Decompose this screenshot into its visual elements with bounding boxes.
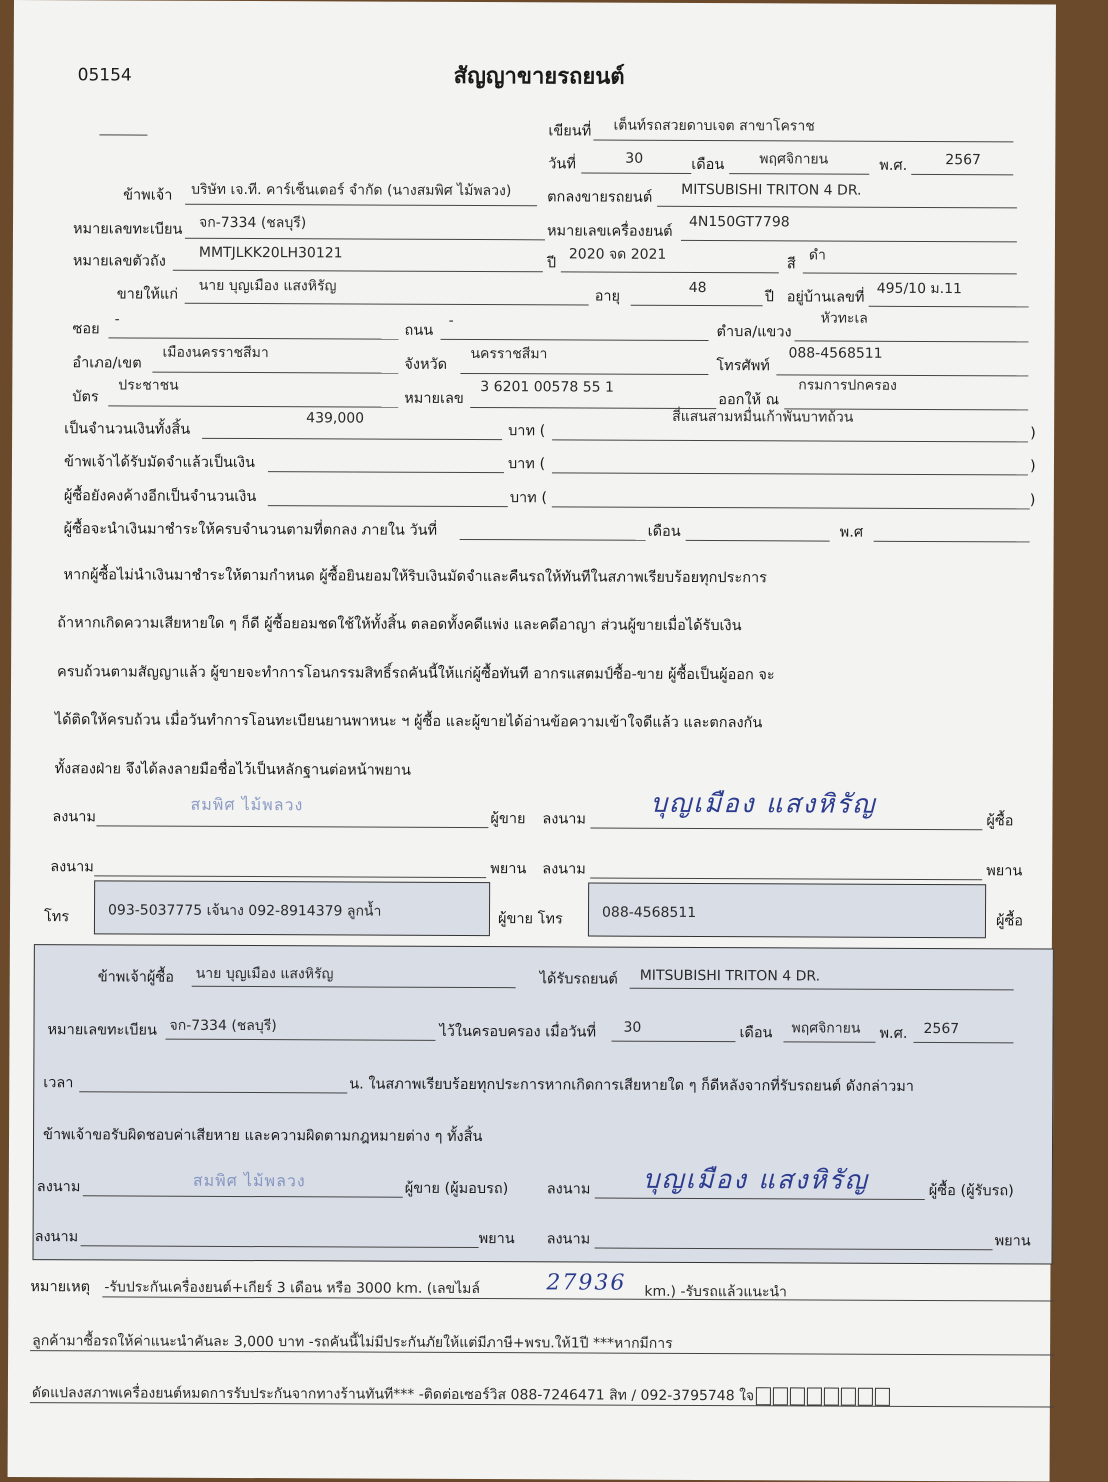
time-suffix: น. ในสภาพเรียบร้อยทุกประการหากเกิดการเสียหายใด ๆ ก็ดีหลังจากที่รับรถยนต์ ดังกล่าวมา	[349, 1076, 914, 1095]
seller-phone-label: โทร	[43, 909, 70, 926]
card-line	[108, 405, 398, 407]
age-value: 48	[688, 279, 707, 297]
seller-car: MITSUBISHI TRITON 4 DR.	[681, 181, 862, 199]
agree-label: ตกลงขายรถยนต์	[547, 189, 653, 206]
deposit-line	[268, 471, 504, 473]
receipt-buyer-name: นาย บุญเมือง แสงหิรัญ	[195, 965, 334, 983]
deposit-label: ข้าพเจ้าได้รับมัดจำแล้วเป็นเงิน	[63, 454, 255, 472]
missing-glyph-box	[756, 1387, 771, 1405]
due-label: ผู้ซื้อจะนำเงินมาชำระให้ครบจำนวนตามที่ตกลง ภายใน วันที่	[63, 521, 438, 539]
deposit-close-paren: )	[1029, 458, 1036, 475]
seller-role-label: ผู้ขาย	[490, 811, 526, 828]
sign-label: ลงนาม	[546, 1181, 591, 1198]
receipt-buyer-role: ผู้ซื้อ (ผู้รับรถ)	[928, 1183, 1014, 1200]
card-type-value: ประชาชน	[118, 377, 179, 394]
page-title: สัญญาขายรถยนต์	[453, 63, 625, 90]
missing-glyph-box	[824, 1388, 839, 1406]
house-value: 495/10 ม.11	[876, 280, 962, 298]
received-car-value: MITSUBISHI TRITON 4 DR.	[639, 967, 821, 985]
dash-line	[99, 134, 147, 135]
date-day: 30	[625, 150, 644, 167]
phone-value: 088-4568511	[788, 345, 883, 362]
deposit-baht-label: บาท (	[507, 456, 546, 473]
year-label: พ.ศ.	[879, 157, 908, 174]
road-value: -	[448, 312, 454, 329]
receipt-plate-label: หมายเลขทะเบียน	[47, 1022, 157, 1039]
month-line	[729, 173, 869, 175]
missing-glyph-box	[858, 1388, 873, 1406]
age-label: อายุ	[594, 288, 621, 305]
soi-value: -	[114, 311, 120, 328]
sell-to-label: ขายให้แก่	[116, 286, 179, 303]
receipt-buyer-label: ข้าพเจ้าผู้ซื้อ	[97, 969, 175, 986]
terms-line: ได้ติดให้ครบถ้วน เมื่อวันทำการโอนทะเบียนยานพาหนะ ฯ ผู้ซื้อ และผู้ขายได้อ่านข้อความเข้าใจดีแล้ว และตกลงกัน	[54, 712, 763, 732]
receipt-box	[33, 944, 1054, 1264]
chassis-label: หมายเลขตัวถัง	[72, 253, 166, 270]
sign-label: ลงนาม	[36, 1179, 81, 1196]
total-words-value: สี่แสนสามหมื่นเก้าพันบาทถ้วน	[672, 408, 854, 426]
buyer-contact-role: ผู้ซื้อ	[995, 913, 1024, 930]
terms-line: ถ้าหากเกิดความเสียหายใด ๆ ก็ดี ผู้ซื้อยอมชดใช้ให้ทั้งสิ้น ตลอดทั้งคดีแพ่ง และคดีอาญา ส่วนผู้ขายเมื่อได้รับเงิน	[57, 615, 742, 635]
date-label: วันที่	[548, 156, 576, 173]
color-label: สี	[786, 256, 796, 273]
remaining-line	[268, 505, 508, 507]
subdistrict-line	[795, 340, 1029, 342]
remaining-close-paren: )	[1029, 492, 1036, 509]
missing-glyph-box	[807, 1387, 822, 1405]
seller-sign-line	[96, 825, 488, 828]
date-line	[581, 172, 691, 173]
receipt-plate-value: จก-7334 (ชลบุรี)	[169, 1017, 277, 1035]
plate-value: จก-7334 (ชลบุรี)	[198, 214, 307, 232]
subdistrict-label: ตำบล/แขวง	[716, 324, 792, 341]
sign-label: ลงนาม	[542, 861, 586, 878]
road-label: ถนน	[404, 322, 434, 339]
buyer-phone-label: ผู้ขาย โทร	[497, 911, 563, 928]
buyer-role-label: ผู้ซื้อ	[986, 813, 1014, 830]
remarks-line-text: km.) -รับรถแล้วแนะนำ	[644, 1283, 787, 1301]
id-label: หมายเลข	[404, 390, 464, 407]
receipt-day-value: 30	[623, 1019, 642, 1036]
engine-label: หมายเลขเครื่องยนต์	[546, 223, 673, 240]
color-line	[803, 272, 1017, 274]
receipt-seller-role: ผู้ขาย (ผู้มอบรถ)	[404, 1180, 509, 1198]
missing-glyph-box	[790, 1387, 805, 1405]
receipt-month-label: เดือน	[739, 1025, 773, 1042]
terms-line: ครบถ้วนตามสัญญาแล้ว ผู้ขายจะทำการโอนกรรมสิทธิ์รถคันนี้ให้แก่ผู้ซื้อทันที อากรแสตมป์ซื้อ-ขาย ผู้ซื้อเป็นผู้ออก จะ	[57, 664, 775, 684]
witness-role-label: พยาน	[994, 1233, 1031, 1250]
baht-label: บาท (	[508, 423, 546, 440]
buyer-name: นาย บุญเมือง แสงหิรัญ	[198, 277, 337, 295]
agree-line	[657, 206, 1017, 209]
terms-line: หากผู้ซื้อไม่นำเงินมาชำระให้ตามกำหนด ผู้ซื้อยินยอมให้ริบเงินมัดจำและคืนรถให้ทันทีในสภาพเรียบร้อยทุกประการ	[63, 567, 767, 587]
remarks-line-text: -รับประกันเครื่องยนต์+เกียร์ 3 เดือน หรือ 3000 km. (เลขไมล์	[104, 1279, 481, 1298]
year-line	[911, 174, 1013, 175]
possess-label: ไว้ในครอบครอง เมื่อวันที่	[439, 1023, 597, 1041]
remarks-line	[102, 1296, 1054, 1301]
plate-label: หมายเลขทะเบียน	[72, 221, 183, 238]
sign-label: ลงนาม	[546, 1231, 591, 1248]
witness-sign-line	[590, 878, 982, 881]
mileage-handwritten: 27936	[546, 1270, 627, 1296]
witness-role-label: พยาน	[478, 1231, 515, 1248]
remaining-words-line	[552, 506, 1030, 509]
written-at-line	[593, 140, 1013, 143]
remarks-line3-text: ดัดแปลงสภาพเครื่องยนต์หมดการรับประกันจากทางร้านทันที*** -ติดต่อเซอร์วิส 088-7246471 สิท / 092-3795748 ใจ	[31, 1385, 755, 1405]
total-label: เป็นจำนวนเงินทั้งสิ้น	[64, 421, 191, 438]
province-label: จังหวัด	[404, 356, 448, 373]
phone-label: โทรศัพท์	[716, 358, 770, 375]
province-line	[460, 373, 708, 375]
subdistrict-value: หัวทะเล	[820, 310, 868, 327]
date-year: 2567	[945, 152, 981, 169]
buyer-handwritten-signature: บุญเมือง แสงหิรัญ	[650, 788, 877, 820]
remarks-line-text: ลูกค้ามาซื้อรถให้ค่าแนะนำคันละ 3,000 บาท -รถคันนี้ไม่มีประกันภัยให้แต่มีภาษี+พรบ.ให้1ปี ***หากมีการ	[32, 1333, 673, 1352]
plate-line	[185, 238, 545, 241]
due-month-line	[686, 540, 830, 542]
document-number: 05154	[77, 65, 132, 86]
receipt-seller-stamp-signature: สมพิศ ไม้พลวง	[192, 1170, 306, 1191]
month-label: เดือน	[691, 156, 725, 174]
road-line	[441, 339, 709, 341]
sign-label: ลงนาม	[52, 809, 97, 826]
soi-label: ซอย	[72, 321, 100, 338]
buyer-sign-line	[590, 828, 982, 831]
deposit-words-line	[552, 472, 1028, 475]
total-words-line	[552, 439, 1028, 442]
engine-value: 4N150GT7798	[689, 213, 790, 231]
witness-role-label: พยาน	[490, 861, 527, 878]
remarks-line-text	[32, 1384, 890, 1406]
missing-glyph-box	[875, 1388, 890, 1406]
received-label: ได้รับรถยนต์	[539, 971, 618, 988]
witness-role-label: พยาน	[986, 863, 1023, 880]
remaining-label: ผู้ซื้อยังคงค้างอีกเป็นจำนวนเงิน	[63, 488, 257, 506]
chassis-value: MMTJLKK20LH30121	[198, 244, 343, 262]
issued-value: กรมการปกครอง	[798, 377, 897, 394]
model-year-line	[561, 271, 779, 273]
close-paren: )	[1030, 425, 1036, 442]
seller-stamp-signature: สมพิศ ไม้พลวง	[190, 794, 304, 815]
buyer-phone-value: 088-4568511	[601, 904, 697, 921]
receipt-year-label: พ.ศ.	[879, 1025, 908, 1042]
district-value: เมืองนครราชสีมา	[162, 344, 269, 362]
time-label: เวลา	[43, 1075, 74, 1092]
house-line	[869, 306, 1029, 308]
date-month: พฤศจิกายน	[759, 151, 829, 168]
seller-label: ข้าพเจ้า	[123, 187, 173, 204]
receipt-month-value: พฤศจิกายน	[791, 1020, 861, 1037]
card-label: บัตร	[72, 389, 99, 406]
due-year-line	[874, 541, 1030, 543]
witness-sign-line	[94, 875, 486, 878]
missing-glyph-box	[773, 1387, 788, 1405]
age-line	[631, 305, 763, 307]
due-year-label: พ.ศ	[839, 524, 864, 541]
due-month-label: เดือน	[647, 523, 681, 540]
district-label: อำเภอ/เขต	[72, 355, 142, 372]
receipt-year-value: 2567	[923, 1020, 960, 1038]
missing-glyph-box	[841, 1388, 856, 1406]
seller-name: บริษัท เจ.ที. คาร์เซ็นเตอร์ จำกัด (นางสมพิศ ไม้พลวง)	[191, 181, 512, 200]
sign-label: ลงนาม	[50, 859, 94, 876]
model-year-label: ปี	[546, 255, 557, 272]
seller-phones-value: 093-5037775 เจ้นาง 092-8914379 ลูกน้ำ	[107, 902, 382, 920]
age-unit: ปี	[764, 289, 774, 306]
sign-label: ลงนาม	[34, 1229, 79, 1246]
house-label: อยู่บ้านเลขที่	[786, 289, 865, 306]
sign-label: ลงนาม	[542, 811, 587, 828]
remaining-baht-label: บาท (	[509, 490, 548, 507]
remarks-label: หมายเหตุ	[30, 1279, 91, 1296]
written-at-value: เต็นท์รถสวยดาบเจต สาขาโคราช	[613, 117, 815, 135]
total-line	[202, 438, 502, 440]
receipt-buyer-handwritten-signature: บุญเมือง แสงหิรัญ	[642, 1164, 869, 1196]
sell-to-line	[185, 303, 589, 306]
written-at-label: เขียนที่	[548, 123, 592, 140]
liability-text: ข้าพเจ้าขอรับผิดชอบค่าเสียหาย และความผิดตามกฎหมายต่าง ๆ ทั้งสิ้น	[43, 1127, 483, 1146]
total-value: 439,000	[306, 410, 365, 427]
issued-label: ออกให้ ณ	[718, 392, 780, 409]
soi-line	[109, 337, 399, 339]
chassis-line	[173, 270, 543, 273]
province-value: นครราชสีมา	[470, 345, 548, 363]
color-value: ดำ	[808, 247, 826, 264]
district-line	[152, 372, 398, 374]
id-number-value: 3 6201 00578 55 1	[480, 379, 614, 396]
terms-line: ทั้งสองฝ่าย จึงได้ลงลายมือชื่อไว้เป็นหลักฐานต่อหน้าพยาน	[54, 761, 411, 779]
model-year-value: 2020 จด 2021	[568, 246, 667, 263]
engine-line	[681, 240, 1017, 242]
seller-line	[185, 204, 537, 207]
due-day-line	[460, 539, 646, 541]
contract-paper	[8, 0, 1056, 1482]
